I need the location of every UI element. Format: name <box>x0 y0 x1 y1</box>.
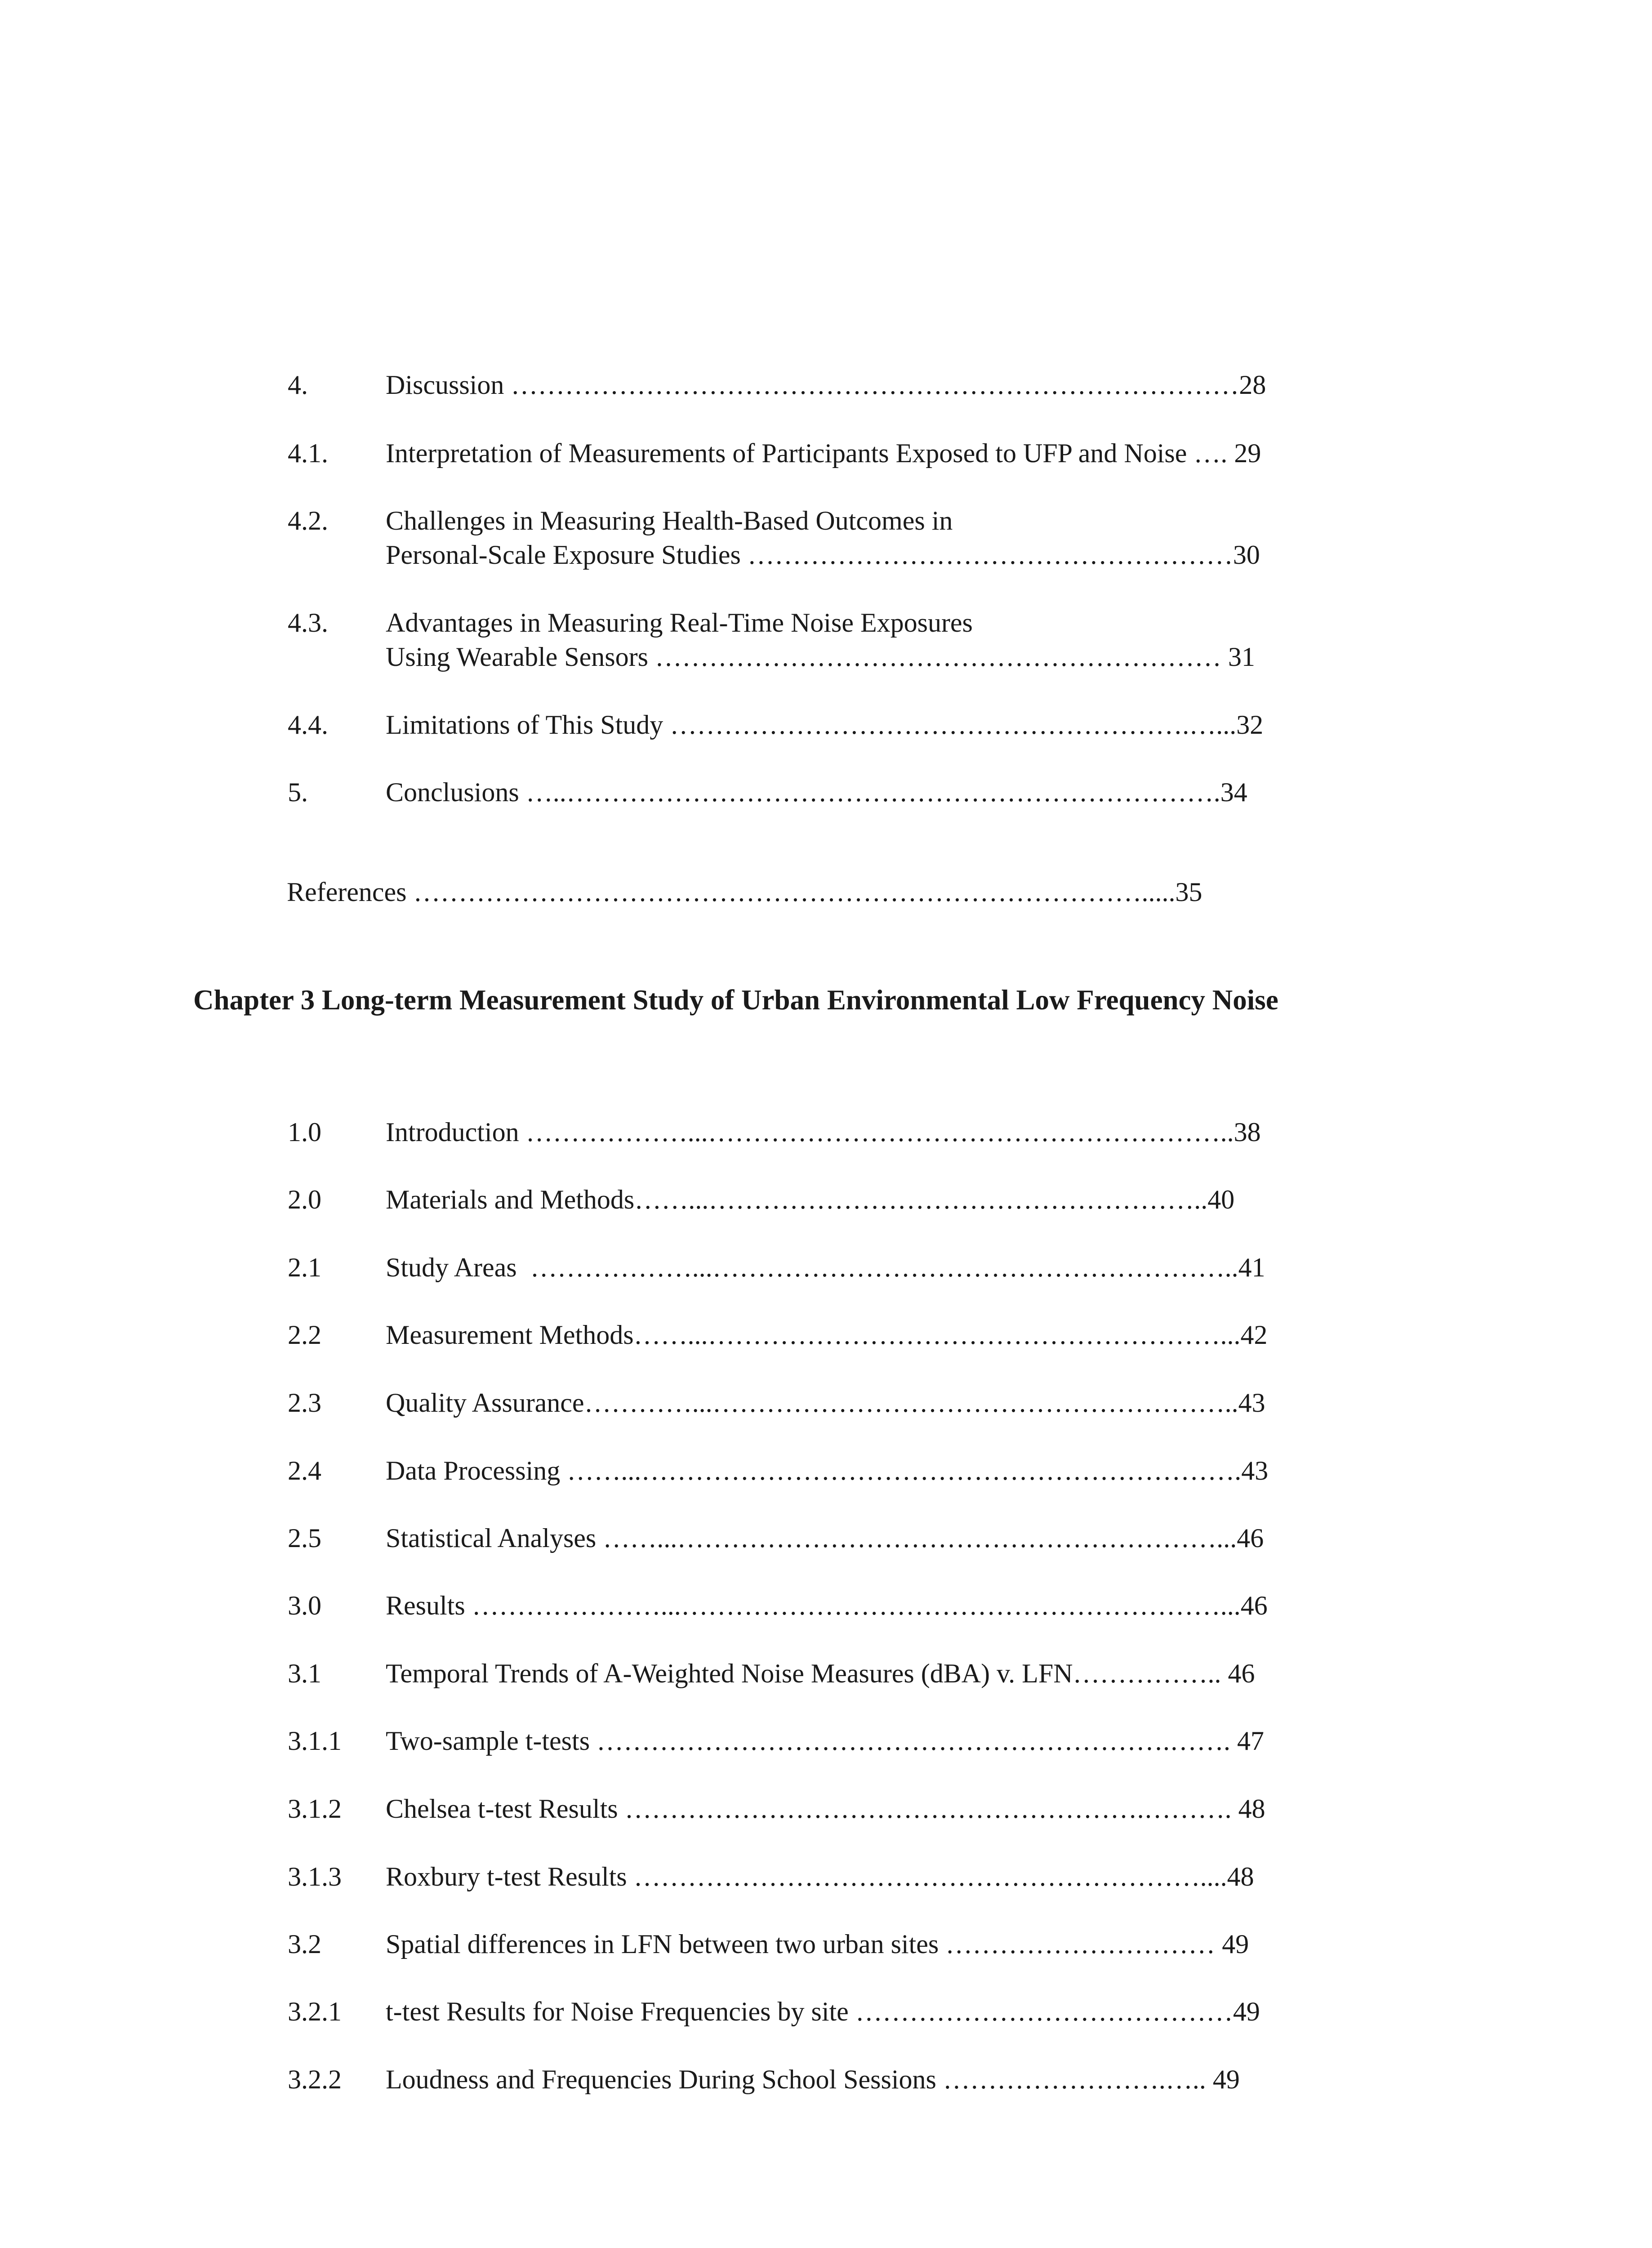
toc-entry-number: 5. <box>288 777 308 807</box>
toc-entry-number: 2.3 <box>288 1388 321 1418</box>
toc-entry-number: 2.4 <box>288 1456 321 1485</box>
toc-entry-number: 2.0 <box>288 1185 321 1214</box>
toc-entry-references: References ……………………………………………………………………….....35 <box>287 877 1202 907</box>
toc-entry-number: 2.5 <box>288 1523 321 1553</box>
toc-entry-number: 4.2. <box>288 506 328 535</box>
toc-entry-title: Limitations of This Study ………………………………………………….…...32 <box>386 710 1264 740</box>
toc-entry-number: 3.2.2 <box>288 2065 342 2094</box>
toc-entry-number: 3.1 <box>288 1659 321 1688</box>
toc-entry-title: Introduction ………………...…………………………………………………..38 <box>386 1117 1261 1147</box>
toc-entry-title: Data Processing ……...………………………………………………………….43 <box>386 1456 1269 1485</box>
toc-entry-title: Loudness and Frequencies During School Sessions …………………….….. 49 <box>386 2065 1240 2094</box>
toc-entry-title: Challenges in Measuring Health-Based Outcomes in <box>386 506 953 535</box>
toc-entry-title: Conclusions …..……………………………………………………………….34 <box>386 777 1247 807</box>
toc-entry-title: Interpretation of Measurements of Participants Exposed to UFP and Noise …. 29 <box>386 438 1261 468</box>
toc-entry-title-continuation: Personal-Scale Exposure Studies ………………………………………………30 <box>386 540 1260 570</box>
toc-entry-number: 3.1.1 <box>288 1726 342 1756</box>
toc-entry-title: Discussion ………………………………………………………………………28 <box>386 370 1266 400</box>
toc-entry-title: Spatial differences in LFN between two urban sites ………………………… 49 <box>386 1929 1249 1959</box>
toc-entry-title: Advantages in Measuring Real-Time Noise Exposures <box>386 608 973 638</box>
toc-entry-number: 4.1. <box>288 438 328 468</box>
toc-entry-title-continuation: Using Wearable Sensors ……………………………………………………… 31 <box>386 642 1255 672</box>
toc-entry-number: 4.4. <box>288 710 328 740</box>
toc-entry-title: Study Areas ………………...…………………………………………………..41 <box>386 1253 1265 1282</box>
toc-entry-number: 4.3. <box>288 608 328 638</box>
toc-entry-title: Roxbury t-test Results ………………………………………………………....48 <box>386 1862 1254 1891</box>
toc-entry-title: Two-sample t-tests ……………………………………………………….……. 47 <box>386 1726 1265 1756</box>
toc-entry-number: 4. <box>288 370 308 400</box>
toc-entry-title: Materials and Methods……...………………………………………………..40 <box>386 1185 1235 1214</box>
toc-entry-title: Results …………………...……………………………………………………...46 <box>386 1591 1268 1620</box>
toc-entry-number: 1.0 <box>288 1117 321 1147</box>
toc-entry-number: 3.0 <box>288 1591 321 1620</box>
toc-entry-number: 3.1.3 <box>288 1862 342 1891</box>
toc-entry-title: Statistical Analyses ……...……………………………………………………...46 <box>386 1523 1264 1553</box>
toc-entry-number: 3.1.2 <box>288 1794 342 1824</box>
chapter-title: Chapter 3 Long-term Measurement Study of Urban Environmental Low Frequency Noise <box>193 984 1278 1016</box>
toc-entry-number: 3.2 <box>288 1929 321 1959</box>
toc-entry-number: 2.2 <box>288 1320 321 1350</box>
toc-entry-title: Chelsea t-test Results ………………………………………………….………. 48 <box>386 1794 1265 1824</box>
toc-entry-number: 3.2.1 <box>288 1997 342 2026</box>
toc-entry-title: Temporal Trends of A-Weighted Noise Measures (dBA) v. LFN…………….. 46 <box>386 1659 1255 1688</box>
toc-entry-title: t-test Results for Noise Frequencies by site ……………………………………49 <box>386 1997 1260 2026</box>
toc-entry-title: Quality Assurance…………...…………………………………………………..43 <box>386 1388 1265 1418</box>
toc-entry-number: 2.1 <box>288 1253 321 1282</box>
toc-entry-title: Measurement Methods……...…………………………………………………...42 <box>386 1320 1268 1350</box>
